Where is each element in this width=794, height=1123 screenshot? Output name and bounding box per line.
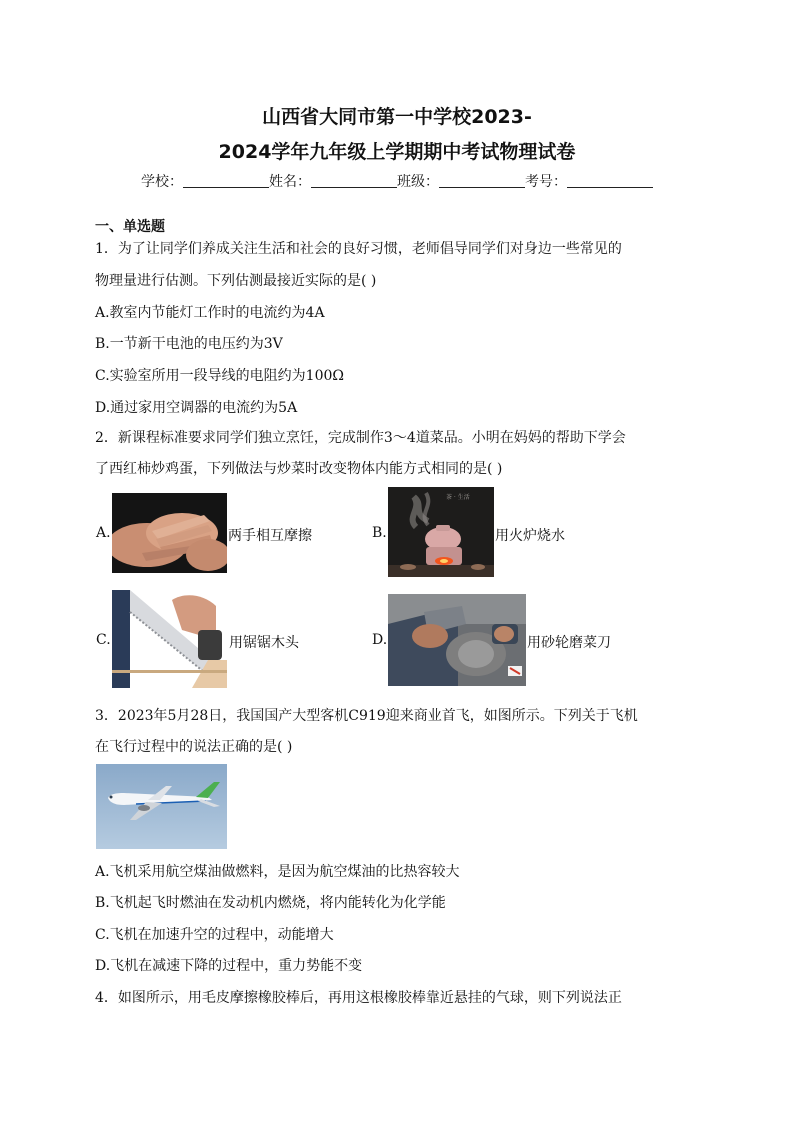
q2-stem-line2: 了西红柿炒鸡蛋，下列做法与炒菜时改变物体内能方式相同的是( ) (95, 461, 503, 477)
q2-option-c-caption: 用锯锯木头 (229, 635, 299, 651)
c919-airplane-image (96, 764, 227, 849)
name-label: 姓名： (269, 174, 311, 190)
q1-option-d: D.通过家用空调器的电流约为5A (95, 400, 298, 416)
exam-title-line2: 2024学年九年级上学期期中考试物理试卷 (218, 141, 576, 163)
q1-option-b: B.一节新干电池的电压约为3V (95, 336, 283, 352)
q2-stem-line1: 2．新课程标准要求同学们独立烹饪，完成制作3～4道菜品。小明在妈妈的帮助下学会 (95, 430, 626, 446)
section-title: 一、单选题 (95, 219, 165, 235)
q2-option-d-letter: D. (372, 632, 388, 648)
class-blank[interactable] (439, 173, 525, 188)
grinding-knife-image (388, 594, 526, 686)
q2-option-d-caption: 用砂轮磨菜刀 (527, 635, 611, 651)
q3-stem-line2: 在飞行过程中的说法正确的是( ) (95, 739, 293, 755)
student-info-line (0, 171, 794, 191)
q3-option-b: B.飞机起飞时燃油在发动机内燃烧，将内能转化为化学能 (95, 895, 446, 911)
q1-option-c: C.实验室所用一段导线的电阻约为100Ω (95, 368, 344, 384)
q2-option-a-caption: 两手相互摩擦 (228, 528, 312, 544)
q2-option-c-letter: C. (96, 632, 111, 648)
exam-number-blank[interactable] (567, 173, 653, 188)
q1-stem-line1: 1．为了让同学们养成关注生活和社会的良好习惯，老师倡导同学们对身边一些常见的 (95, 241, 622, 257)
q1-option-a: A.教室内节能灯工作时的电流约为4A (95, 305, 325, 321)
q3-option-d: D.飞机在减速下降的过程中，重力势能不变 (95, 958, 363, 974)
q2-option-a-letter: A. (96, 525, 111, 541)
q2-option-b-caption: 用火炉烧水 (495, 528, 565, 544)
q3-stem-line1: 3．2023年5月28日，我国国产大型客机C919迎来商业首飞，如图所示。下列关于飞机 (95, 708, 638, 724)
stove-kettle-image (388, 487, 494, 577)
stove-image-text: 茶 · 生活 (446, 494, 470, 501)
saw-wood-image (112, 590, 227, 688)
exam-title-line1: 山西省大同市第一中学校2023- (262, 106, 532, 128)
q1-stem-line2: 物理量进行估测。下列估测最接近实际的是( ) (95, 273, 377, 289)
q4-stem-line1: 4．如图所示，用毛皮摩擦橡胶棒后，再用这根橡胶棒靠近悬挂的气球，则下列说法正 (95, 990, 622, 1006)
q2-option-b-letter: B. (372, 525, 387, 541)
exam-number-label: 考号： (525, 174, 567, 190)
class-label: 班级： (397, 174, 439, 190)
school-label: 学校： (141, 174, 183, 190)
name-blank[interactable] (311, 173, 397, 188)
school-blank[interactable] (183, 173, 269, 188)
hands-rubbing-image (112, 493, 227, 573)
q3-option-a: A.飞机采用航空煤油做燃料，是因为航空煤油的比热容较大 (95, 864, 460, 880)
q3-option-c: C.飞机在加速升空的过程中，动能增大 (95, 927, 334, 943)
